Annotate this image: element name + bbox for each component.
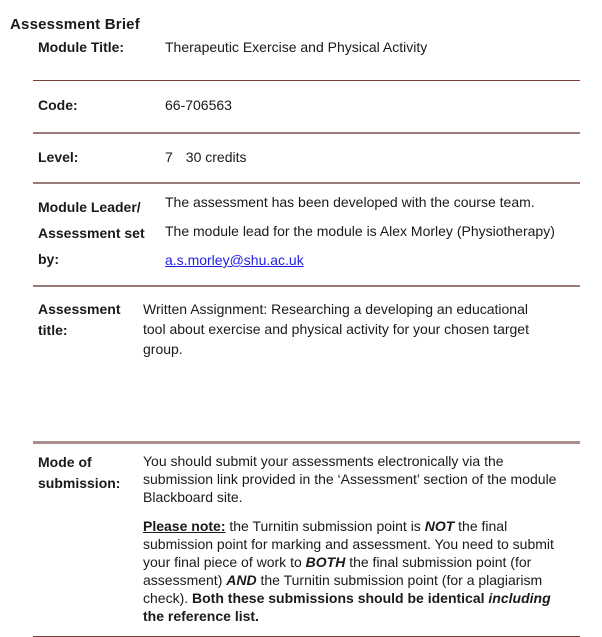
assessment-title-label-line: Assessment [38,301,121,317]
level-label: Level: [38,149,79,165]
page-title: Assessment Brief [10,16,140,34]
mode-of-submission-note: Please note: the Turnitin submission point is NOT the final submission point for marking and assessment. You need to submit your final piece of work to BOTH the final submission point (for assessment) AND the Turnitin submission point (for a plagiarism check). Both these submissions should be identical including the reference list. [143,518,554,624]
row-module-title [33,30,580,81]
row-module-leader [33,184,580,287]
module-title-label: Module Title: [38,39,125,55]
assessment-title-label-line: title: [38,322,68,338]
code-label: Code: [38,97,78,113]
row-assessment-title [33,287,580,444]
row-level [33,134,580,184]
email-link[interactable]: a.s.morley@shu.ac.uk [165,252,304,268]
assessment-title-label [38,299,143,441]
module-leader-label-line: Assessment set [38,225,145,241]
module-title-value: Therapeutic Exercise and Physical Activity [165,39,428,55]
assessment-title-value: Written Assignment: Researching a developing an educational tool about exercise and physical activity for your chosen target group. [143,301,529,357]
mode-of-submission-value [143,452,573,636]
level-number: 7 [165,149,173,165]
mode-of-submission-label-line: submission: [38,475,121,491]
code-value: 66-706563 [165,97,232,113]
module-leader-label-line: by: [38,251,59,267]
module-leader-value [165,194,580,285]
module-leader-paragraph: The assessment has been developed with the course team. [165,194,535,210]
module-leader-label [38,194,165,285]
level-credits: 30 credits [185,149,247,165]
row-code [33,81,580,134]
module-leader-paragraph: The module lead for the module is Alex Morley (Physiotherapy) [165,223,555,239]
mode-of-submission-label-line: Mode of [38,454,92,470]
mode-of-submission-label [38,452,143,636]
assessment-brief-table [33,30,580,637]
mode-of-submission-paragraph: You should submit your assessments electronically via the submission link provided in the ‘Assessment’ section of the module Blackboard site. [143,453,557,505]
level-value [165,149,580,182]
row-mode-of-submission [33,444,580,637]
module-leader-label-line: Module Leader/ [38,199,141,215]
